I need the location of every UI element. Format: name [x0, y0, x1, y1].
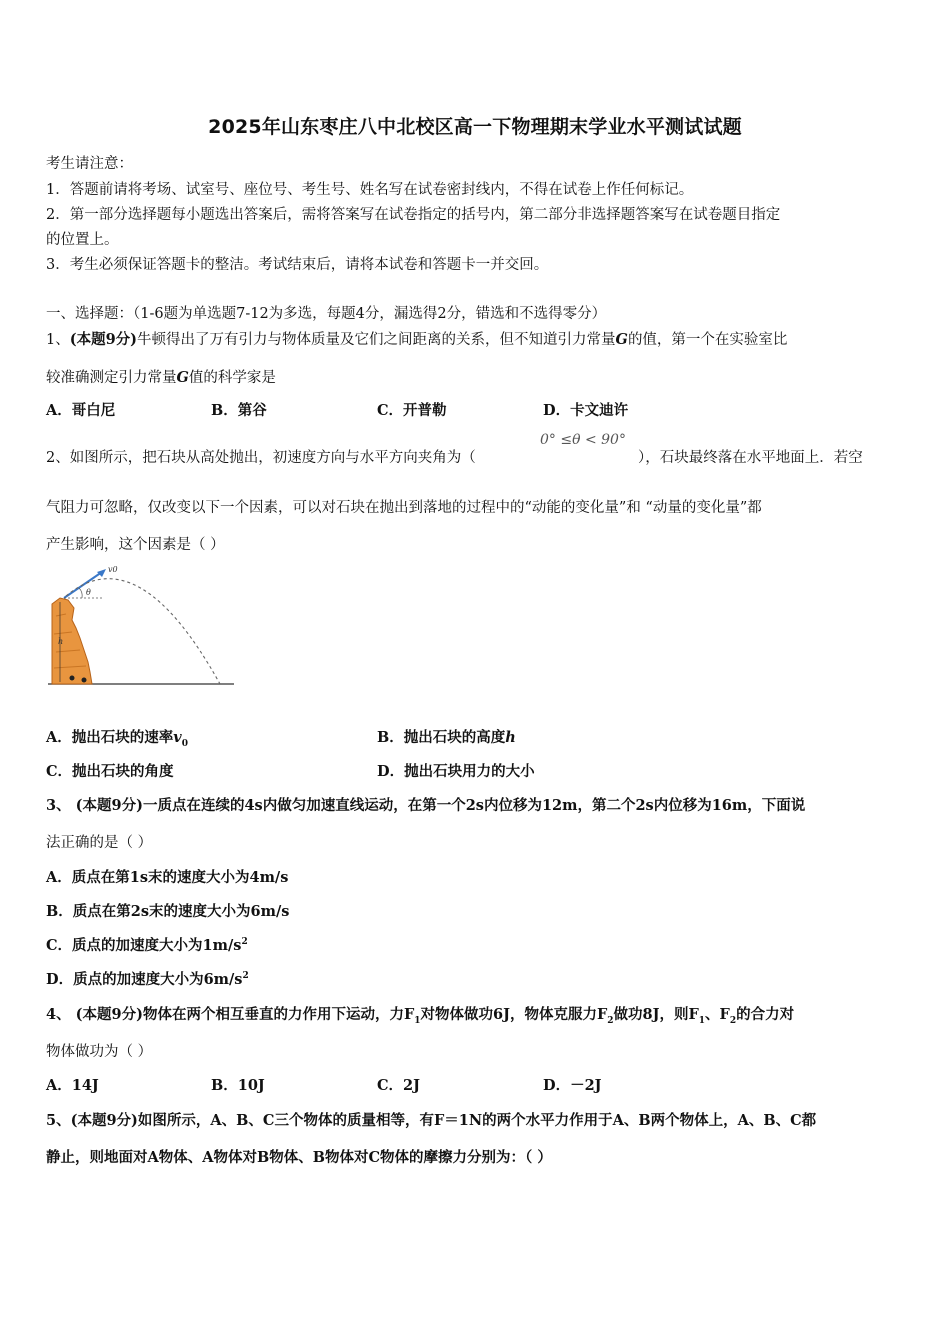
- q3-option-d-label: D．质点的加速度大小为6m/s: [46, 971, 243, 988]
- q1-prefix: 1、: [46, 332, 70, 348]
- q1-option-d[interactable]: D．卡文迪许: [543, 402, 629, 419]
- q2-text: 2、如图所示，把石块从高处抛出，初速度方向与水平方向夹角为（: [46, 450, 476, 466]
- q3-option-a[interactable]: A．质点在第1s末的速度大小为4m/s: [46, 869, 289, 886]
- q3-option-b[interactable]: B．质点在第2s末的速度大小为6m/s: [46, 903, 290, 920]
- notice-item: 2．第一部分选择题每小题选出答案后，需将答案写在试卷指定的括号内，第二部分非选择题答案写在试卷题目指定: [46, 207, 781, 223]
- q2-option-a-var: v: [173, 729, 182, 746]
- subscript: 2: [607, 1015, 614, 1026]
- question-5-line-2: 静止，则地面对A物体、A物体对B物体、B物体对C物体的摩擦力分别为：（ ）: [46, 1149, 552, 1166]
- stone-icon: [82, 678, 87, 683]
- q1-text: 较准确测定引力常量: [46, 370, 177, 386]
- notice-item: 3．考生必须保证答题卡的整洁。考试结束后，请将本试卷和答题卡一并交回。: [46, 257, 549, 273]
- question-1-line-2: [46, 366, 276, 387]
- q1-text: 牛顿得出了万有引力与物体质量及它们之间距离的关系，但不知道引力常量: [137, 332, 616, 348]
- q1-symbol-g: G: [176, 369, 189, 386]
- q3-option-d[interactable]: [46, 968, 249, 989]
- question-2-line-1: [46, 446, 476, 467]
- q4-text: 对物体做功6J，物体克服力F: [420, 1006, 608, 1023]
- question-4-line-1: [46, 1003, 794, 1026]
- superscript: 2: [242, 971, 249, 982]
- q2-option-a-label: A．抛出石块的速率: [46, 729, 174, 746]
- q4-text: 、F: [705, 1006, 730, 1023]
- q3-option-c-label: C．质点的加速度大小为1m/s: [46, 937, 242, 954]
- q4-option-d[interactable]: D．－2J: [543, 1077, 602, 1094]
- notice-heading: 考生请注意：: [46, 156, 133, 172]
- question-2-line-3: 产生影响，这个因素是（ ）: [46, 537, 225, 553]
- subscript: 1: [698, 1015, 706, 1026]
- q2-option-d[interactable]: D．抛出石块用力的大小: [377, 763, 535, 780]
- superscript: 2: [241, 937, 248, 948]
- velocity-label: v0: [108, 565, 118, 574]
- question-5-line-1: 5、(本题9分)如图所示，A、B、C三个物体的质量相等，有F＝1N的两个水平力作用于A、B两个物体上，A、B、C都: [46, 1112, 817, 1129]
- theta-label: θ: [86, 588, 91, 597]
- subscript: 1: [414, 1015, 421, 1026]
- q1-option-c[interactable]: C．开普勒: [377, 402, 447, 419]
- q3-option-c[interactable]: [46, 934, 248, 955]
- angle-range-formula: 0° ≤θ < 90°: [540, 432, 626, 448]
- q1-symbol-g: G: [615, 331, 628, 348]
- q2-option-c[interactable]: C．抛出石块的角度: [46, 763, 174, 780]
- q2-option-b-var: h: [505, 729, 516, 746]
- notice-item: 的位置上。: [46, 232, 119, 248]
- arrow-head-icon: [97, 569, 106, 577]
- q1-score: (本题9分): [69, 331, 138, 348]
- notice-item: 1．答题前请将考场、试室号、座位号、考生号、姓名写在试卷密封线内，不得在试卷上作任何标记。: [46, 182, 694, 198]
- projectile-figure: [46, 562, 238, 690]
- q2-option-a-sub: 0: [181, 738, 188, 749]
- height-label: h: [58, 637, 64, 646]
- section-heading: 一、选择题：（1-6题为单选题7-12为多选，每题4分，漏选得2分，错选和不选得零分）: [46, 306, 607, 322]
- question-3-line-1: 3、 (本题9分)一质点在连续的4s内做匀加速直线运动，在第一个2s内位移为12m，第二个2s内位移为16m，下面说: [46, 797, 806, 814]
- q4-text: 做功8J，则F: [613, 1006, 699, 1023]
- q4-option-a[interactable]: A．14J: [46, 1077, 99, 1094]
- q2-option-a[interactable]: [46, 726, 188, 749]
- q2-option-b[interactable]: [377, 726, 516, 747]
- q1-text: 值的科学家是: [188, 370, 276, 386]
- q1-option-a[interactable]: A．哥白尼: [46, 402, 116, 419]
- question-1-line-1: [46, 328, 787, 349]
- subscript: 2: [729, 1015, 737, 1026]
- q2-option-b-label: B．抛出石块的高度: [377, 729, 506, 746]
- q4-text: 的合力对: [736, 1006, 795, 1023]
- question-3-line-2: 法正确的是（ ）: [46, 835, 153, 851]
- question-2-line-2: 气阻力可忽略，仅改变以下一个因素，可以对石块在抛出到落地的过程中的“动能的变化量”和 “动量的变化量”都: [46, 500, 762, 516]
- q4-option-b[interactable]: B．10J: [211, 1077, 265, 1094]
- question-4-line-2: 物体做功为（ ）: [46, 1044, 153, 1060]
- q4-option-c[interactable]: C．2J: [377, 1077, 420, 1094]
- page-title: 2025年山东枣庄八中北校区高一下物理期末学业水平测试试题: [208, 116, 742, 138]
- q4-text: 4、 (本题9分)物体在两个相互垂直的力作用下运动，力F: [46, 1006, 415, 1023]
- q1-option-b[interactable]: B．第谷: [211, 402, 267, 419]
- q2-text: ），石块最终落在水平地面上．若空: [638, 450, 863, 466]
- stone-icon: [70, 676, 75, 681]
- q1-text: 的值，第一个在实验室比: [627, 332, 788, 348]
